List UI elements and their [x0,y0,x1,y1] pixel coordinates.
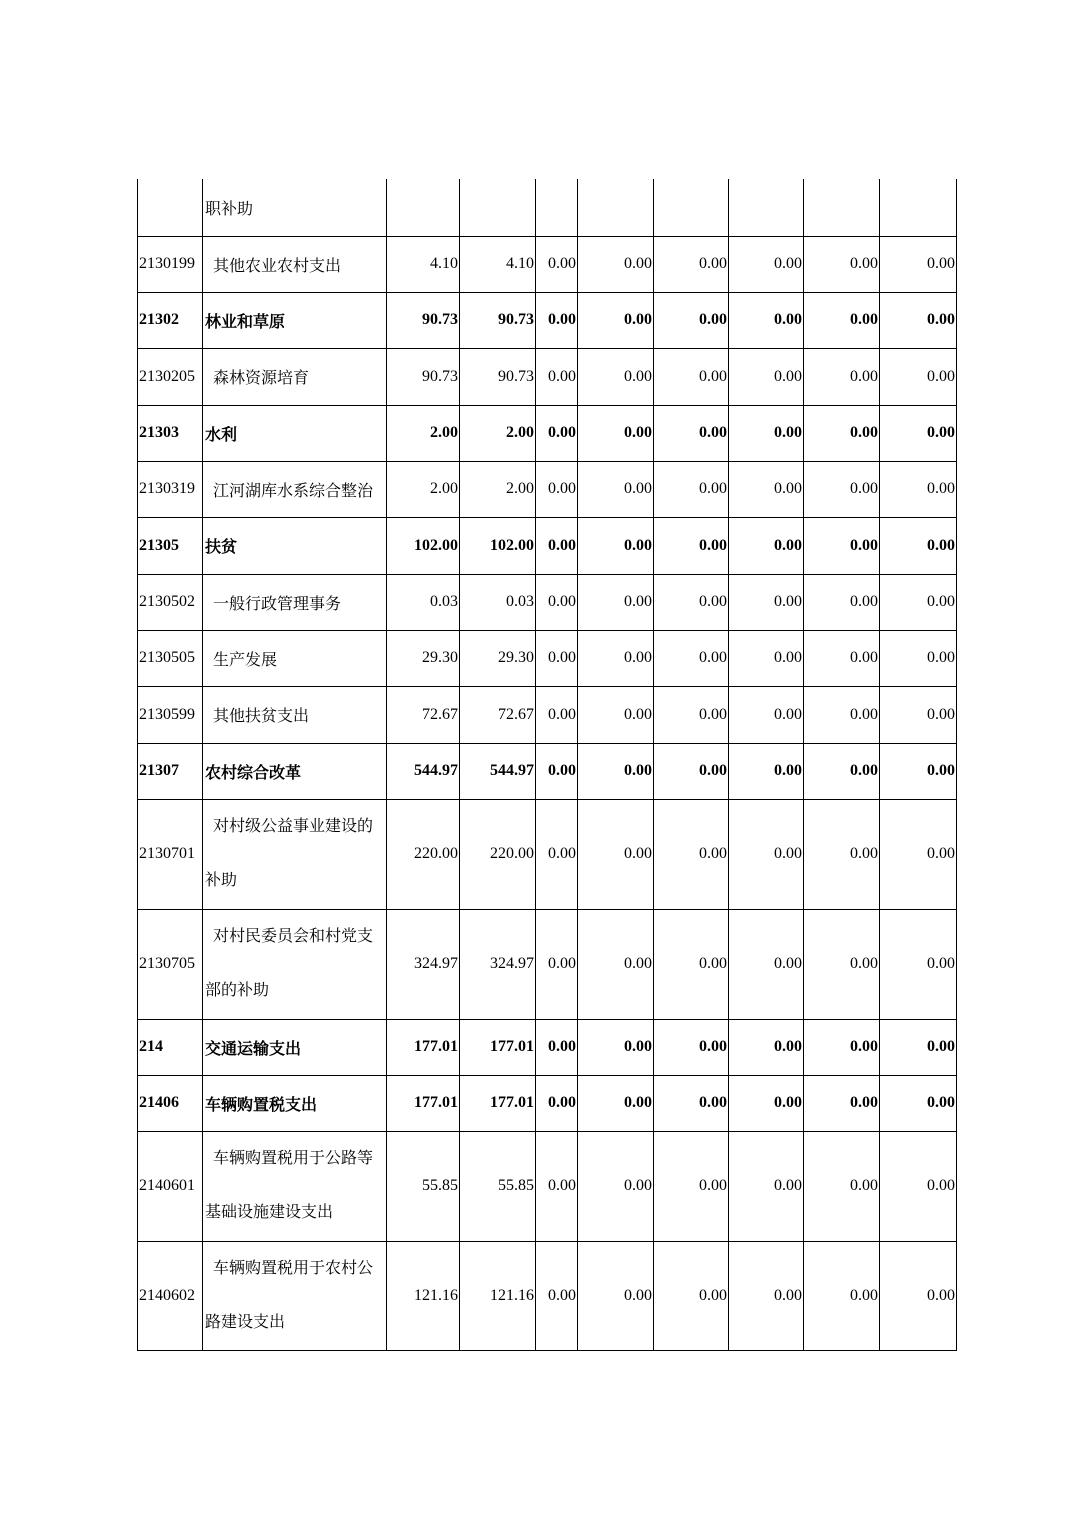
row-value-3: 0.00 [536,292,578,348]
row-value-5: 0.00 [654,292,729,348]
row-value-6: 0.00 [729,348,804,405]
row-value-6: 0.00 [729,236,804,292]
table-row [138,909,957,1019]
row-value-7: 0.00 [804,909,880,1019]
row-value-5: 0.00 [654,517,729,574]
row-value-8: 0.00 [880,799,957,909]
row-value-3: 0.00 [536,461,578,517]
table-row [138,574,957,630]
row-value-7: 0.00 [804,1075,880,1131]
row-value-8: 0.00 [880,686,957,743]
row-value-8: 0.00 [880,909,957,1019]
row-value-2: 177.01 [460,1019,536,1075]
row-value-1: 4.10 [387,236,460,292]
row-value-4: 0.00 [578,348,654,405]
row-name: 森林资源培育 [203,348,387,405]
row-name-line2: 补助 [205,872,238,889]
table-row [138,179,957,236]
row-name [203,909,387,1019]
row-value-8: 0.00 [880,292,957,348]
table-row [138,799,957,909]
row-name: 江河湖库水系综合整治 [203,461,387,517]
row-code: 21303 [138,405,203,461]
row-value-6: 0.00 [729,461,804,517]
row-name: 职补助 [203,179,387,236]
row-value-8: 0.00 [880,236,957,292]
table-row [138,348,957,405]
row-value-3 [536,179,578,236]
row-value-4: 0.00 [578,1131,654,1241]
row-value-1: 90.73 [387,348,460,405]
row-value-7: 0.00 [804,517,880,574]
row-value-4: 0.00 [578,799,654,909]
row-value-2 [460,179,536,236]
row-value-3: 0.00 [536,743,578,799]
row-value-2: 0.03 [460,574,536,630]
row-name: 扶贫 [203,517,387,574]
row-code: 2130199 [138,236,203,292]
row-value-6: 0.00 [729,292,804,348]
row-value-3: 0.00 [536,630,578,686]
row-value-4: 0.00 [578,517,654,574]
row-code: 2130599 [138,686,203,743]
row-value-2: 121.16 [460,1241,536,1350]
row-value-6: 0.00 [729,909,804,1019]
row-value-6: 0.00 [729,1241,804,1350]
row-value-3: 0.00 [536,1131,578,1241]
table-row [138,461,957,517]
row-value-4: 0.00 [578,686,654,743]
row-value-7: 0.00 [804,799,880,909]
row-value-4: 0.00 [578,909,654,1019]
row-name [203,1241,387,1350]
row-value-5: 0.00 [654,236,729,292]
row-code: 214 [138,1019,203,1075]
row-value-7: 0.00 [804,236,880,292]
row-value-1: 29.30 [387,630,460,686]
row-name: 一般行政管理事务 [203,574,387,630]
table-row [138,1131,957,1241]
table-row [138,1019,957,1075]
row-value-1: 0.03 [387,574,460,630]
row-name-line1: 车辆购置税用于农村公 [213,1259,374,1277]
row-code: 2130319 [138,461,203,517]
row-value-1: 177.01 [387,1019,460,1075]
row-value-8: 0.00 [880,461,957,517]
row-value-8: 0.00 [880,743,957,799]
row-name-line2: 部的补助 [205,982,270,999]
row-value-4: 0.00 [578,1241,654,1350]
row-name: 其他农业农村支出 [203,236,387,292]
row-name: 农村综合改革 [203,743,387,799]
row-value-6: 0.00 [729,517,804,574]
row-value-2: 2.00 [460,405,536,461]
row-value-8: 0.00 [880,1241,957,1350]
row-value-5: 0.00 [654,348,729,405]
row-value-7: 0.00 [804,630,880,686]
row-value-2: 324.97 [460,909,536,1019]
row-code: 21307 [138,743,203,799]
row-value-7: 0.00 [804,292,880,348]
row-value-2: 72.67 [460,686,536,743]
row-value-3: 0.00 [536,1241,578,1350]
row-value-1: 2.00 [387,461,460,517]
row-value-1: 220.00 [387,799,460,909]
row-value-8: 0.00 [880,1019,957,1075]
table-row [138,517,957,574]
row-value-1: 544.97 [387,743,460,799]
row-name: 其他扶贫支出 [203,686,387,743]
row-value-1: 102.00 [387,517,460,574]
row-value-8 [880,179,957,236]
row-value-1: 55.85 [387,1131,460,1241]
row-value-3: 0.00 [536,517,578,574]
row-value-5: 0.00 [654,799,729,909]
budget-table [137,179,957,1351]
row-value-8: 0.00 [880,1075,957,1131]
row-value-6: 0.00 [729,1131,804,1241]
row-code: 2130205 [138,348,203,405]
row-value-7: 0.00 [804,1019,880,1075]
row-value-5: 0.00 [654,630,729,686]
row-value-6: 0.00 [729,405,804,461]
row-value-6: 0.00 [729,799,804,909]
row-value-6: 0.00 [729,574,804,630]
row-value-5: 0.00 [654,1019,729,1075]
row-name: 水利 [203,405,387,461]
row-value-2: 29.30 [460,630,536,686]
row-value-7: 0.00 [804,686,880,743]
row-code: 21406 [138,1075,203,1131]
row-value-7: 0.00 [804,348,880,405]
row-value-3: 0.00 [536,1075,578,1131]
row-value-8: 0.00 [880,574,957,630]
row-value-4: 0.00 [578,461,654,517]
row-value-3: 0.00 [536,1019,578,1075]
row-value-4: 0.00 [578,1075,654,1131]
row-value-4: 0.00 [578,292,654,348]
row-value-2: 2.00 [460,461,536,517]
row-value-7: 0.00 [804,405,880,461]
table-row [138,630,957,686]
row-value-2: 177.01 [460,1075,536,1131]
row-value-6: 0.00 [729,1075,804,1131]
row-value-5: 0.00 [654,574,729,630]
row-value-4: 0.00 [578,236,654,292]
row-value-6: 0.00 [729,630,804,686]
row-name: 交通运输支出 [203,1019,387,1075]
row-value-5: 0.00 [654,461,729,517]
row-value-7: 0.00 [804,574,880,630]
row-value-5: 0.00 [654,1241,729,1350]
row-value-4: 0.00 [578,405,654,461]
row-name-line1: 对村民委员会和村党支 [213,928,374,945]
row-value-6: 0.00 [729,1019,804,1075]
table-row [138,1241,957,1350]
row-value-4: 0.00 [578,743,654,799]
table-row [138,236,957,292]
row-code: 21302 [138,292,203,348]
row-value-2: 220.00 [460,799,536,909]
row-value-1: 177.01 [387,1075,460,1131]
row-value-8: 0.00 [880,630,957,686]
row-value-6: 0.00 [729,686,804,743]
row-code: 21305 [138,517,203,574]
row-value-5: 0.00 [654,743,729,799]
row-value-7: 0.00 [804,1131,880,1241]
row-value-2: 102.00 [460,517,536,574]
row-name-line2: 路建设支出 [205,1313,286,1331]
row-value-7: 0.00 [804,1241,880,1350]
row-value-3: 0.00 [536,909,578,1019]
row-value-3: 0.00 [536,686,578,743]
table-row [138,743,957,799]
row-value-7 [804,179,880,236]
row-code: 2130505 [138,630,203,686]
row-name [203,799,387,909]
row-value-2: 90.73 [460,292,536,348]
table-row [138,292,957,348]
row-value-8: 0.00 [880,348,957,405]
row-value-3: 0.00 [536,574,578,630]
row-name-line1: 对村级公益事业建设的 [213,818,374,835]
row-value-7: 0.00 [804,461,880,517]
row-value-5: 0.00 [654,686,729,743]
row-code: 2140601 [138,1131,203,1241]
table-row [138,405,957,461]
row-name: 生产发展 [203,630,387,686]
row-value-4: 0.00 [578,574,654,630]
row-value-1: 324.97 [387,909,460,1019]
row-value-5: 0.00 [654,1131,729,1241]
row-value-8: 0.00 [880,405,957,461]
row-value-2: 4.10 [460,236,536,292]
row-value-1: 90.73 [387,292,460,348]
row-value-1: 72.67 [387,686,460,743]
row-name: 车辆购置税支出 [203,1075,387,1131]
row-value-1: 2.00 [387,405,460,461]
row-value-3: 0.00 [536,236,578,292]
row-code: 2130705 [138,909,203,1019]
row-code: 2140602 [138,1241,203,1350]
row-value-6 [729,179,804,236]
row-name: 林业和草原 [203,292,387,348]
row-value-4: 0.00 [578,1019,654,1075]
row-value-5: 0.00 [654,909,729,1019]
row-value-5: 0.00 [654,405,729,461]
row-value-3: 0.00 [536,799,578,909]
table-row [138,1075,957,1131]
row-value-1 [387,179,460,236]
row-value-4 [578,179,654,236]
row-value-5 [654,179,729,236]
row-value-7: 0.00 [804,743,880,799]
row-code [138,179,203,236]
row-value-2: 544.97 [460,743,536,799]
table-body [138,179,957,1350]
row-value-1: 121.16 [387,1241,460,1350]
row-value-5: 0.00 [654,1075,729,1131]
row-value-2: 90.73 [460,348,536,405]
row-code: 2130701 [138,799,203,909]
row-name-line1: 车辆购置税用于公路等 [213,1150,374,1167]
row-value-3: 0.00 [536,348,578,405]
row-value-4: 0.00 [578,630,654,686]
row-name [203,1131,387,1241]
row-value-8: 0.00 [880,517,957,574]
row-value-8: 0.00 [880,1131,957,1241]
row-name-line2: 基础设施建设支出 [205,1204,334,1221]
table-row [138,686,957,743]
row-value-3: 0.00 [536,405,578,461]
row-code: 2130502 [138,574,203,630]
row-value-2: 55.85 [460,1131,536,1241]
row-value-6: 0.00 [729,743,804,799]
